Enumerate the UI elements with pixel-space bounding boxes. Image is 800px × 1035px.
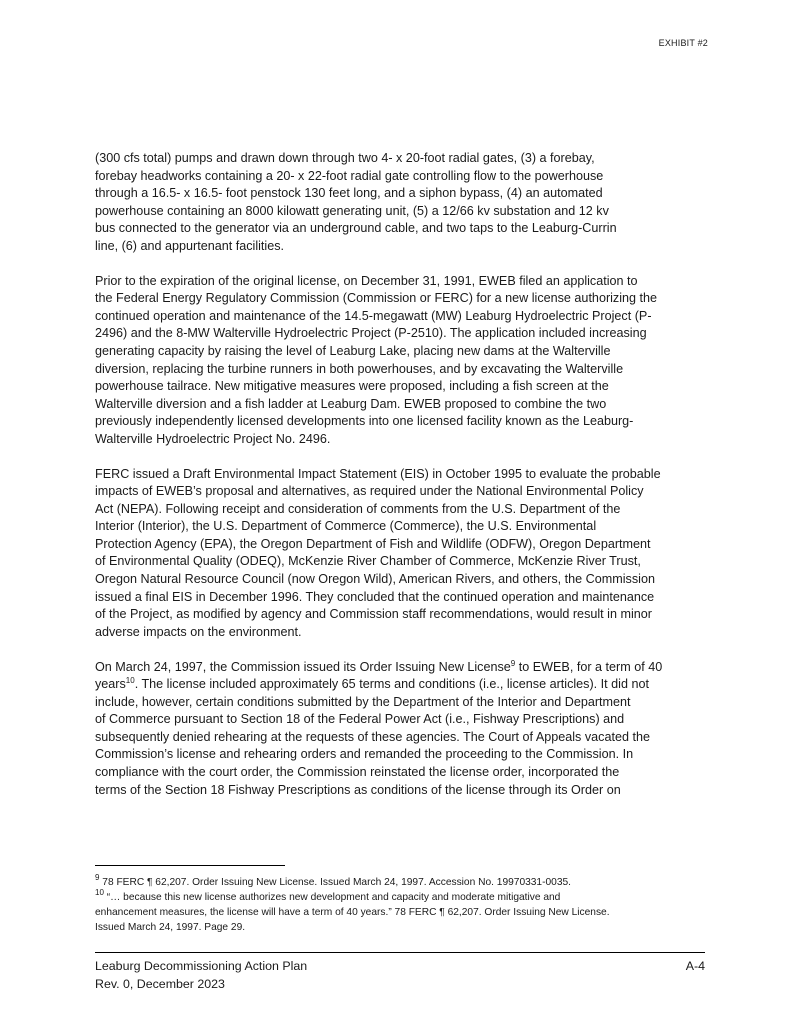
text-line: Oregon Natural Resource Council (now Oregon Wild), American Rivers, and others, the Commission (95, 572, 655, 587)
text-line: FERC issued a Draft Environmental Impact Statement (EIS) in October 1995 to evaluate the probable (95, 466, 661, 481)
document-body (95, 150, 715, 817)
text-line: include, however, certain conditions submitted by the Department of the Interior and Department (95, 694, 631, 709)
text-line: through a 16.5- x 16.5- foot penstock 130 feet long, and a siphon bypass, (4) an automated (95, 186, 603, 201)
text-line: impacts of EWEB’s proposal and alternatives, as required under the National Environmental Policy (95, 484, 644, 499)
text-line: diversion, replacing the turbine runners in both powerhouses, and by excavating the Walterville (95, 361, 624, 376)
text-line: Interior (Interior), the U.S. Department of Commerce (Commerce), the U.S. Environmental (95, 519, 597, 534)
footnote-text: 78 FERC ¶ 62,207. Order Issuing New License. Issued March 24, 1997. Accession No. 19970331-0035. (99, 877, 571, 888)
text-line: of the Project, as modified by agency and Commission staff recommendations, would result in minor (95, 607, 652, 622)
footnote-number: 9 (95, 873, 100, 882)
text-line: adverse impacts on the environment. (95, 624, 302, 639)
footnote-10 (95, 890, 715, 905)
page-number: A-4 (685, 959, 705, 973)
text-line: the Federal Energy Regulatory Commission (Commission or FERC) for a new license authorizing the (95, 291, 658, 306)
footnote-ref-10[interactable]: 10 (125, 676, 135, 686)
footer-title: Leaburg Decommissioning Action Plan (95, 959, 308, 973)
text-line: terms of the Section 18 Fishway Prescriptions as conditions of the license through its Order on (95, 782, 621, 797)
exhibit-label: EXHIBIT #2 (658, 38, 708, 48)
text: to EWEB, for a term of 40 (515, 659, 663, 674)
text-line: issued a final EIS in December 1996. They concluded that the continued operation and maintenance (95, 589, 655, 604)
text: years (95, 677, 126, 692)
footnote-ref-9[interactable]: 9 (510, 658, 516, 668)
text-line (95, 659, 715, 677)
text-line: generating capacity by raising the level of Leaburg Lake, placing new dams at the Walterville (95, 343, 611, 358)
footer-separator (95, 952, 705, 953)
text-line: 2496) and the 8-MW Walterville Hydroelectric Project (P-2510). The application included increasing (95, 326, 647, 341)
text-line: powerhouse tailrace. New mitigative measures were proposed, including a fish screen at the (95, 379, 609, 394)
footnote-text: “… because this new license authorizes new development and capacity and moderate mitigative and (103, 892, 561, 903)
paragraph (95, 466, 715, 641)
footnote-10-cont: Issued March 24, 1997. Page 29. (95, 922, 246, 933)
text-line: powerhouse containing an 8000 kilowatt generating unit, (5) a 12/66 kv substation and 12 kv (95, 203, 609, 218)
text-line: Act (NEPA). Following receipt and consideration of comments from the U.S. Department of the (95, 501, 621, 516)
paragraph (95, 273, 715, 448)
text-line: of Environmental Quality (ODEQ), McKenzie River Chamber of Commerce, McKenzie River Trust, (95, 554, 641, 569)
footnote-separator (95, 865, 285, 866)
footnotes (95, 875, 715, 935)
text-line: Walterville diversion and a fish ladder at Leaburg Dam. EWEB proposed to combine the two (95, 396, 607, 411)
footnote-9 (95, 875, 715, 890)
text: . The license included approximately 65 terms and conditions (i.e., license articles). It did not (134, 677, 649, 692)
footer-revision: Rev. 0, December 2023 (95, 977, 225, 991)
page-footer (95, 957, 705, 993)
text: On March 24, 1997, the Commission issued its Order Issuing New License (95, 659, 511, 674)
footnote-10-cont: enhancement measures, the license will have a term of 40 years.” 78 FERC ¶ 62,207. Order Issuing New License. (95, 907, 610, 918)
text-line (95, 676, 715, 694)
text-line: subsequently denied rehearing at the requests of these agencies. The Court of Appeals vacated the (95, 729, 650, 744)
text-line: (300 cfs total) pumps and drawn down through two 4- x 20-foot radial gates, (3) a forebay, (95, 151, 595, 165)
text-line: compliance with the court order, the Commission reinstated the license order, incorporated the (95, 765, 620, 779)
text-line: line, (6) and appurtenant facilities. (95, 238, 285, 253)
text-line: previously independently licensed developments into one licensed facility known as the Leaburg- (95, 414, 634, 429)
text-line: of Commerce pursuant to Section 18 of the Federal Power Act (i.e., Fishway Prescriptions) and (95, 712, 625, 727)
text-line: bus connected to the generator via an underground cable, and two taps to the Leaburg-Currin (95, 221, 617, 236)
text-line: forebay headworks containing a 20- x 22-foot radial gate controlling flow to the powerhouse (95, 168, 604, 183)
text-line: Prior to the expiration of the original license, on December 31, 1991, EWEB filed an application to (95, 273, 638, 288)
text-line: Protection Agency (EPA), the Oregon Department of Fish and Wildlife (ODFW), Oregon Department (95, 536, 651, 551)
paragraph-license-order (95, 659, 715, 799)
text-line: continued operation and maintenance of the 14.5-megawatt (MW) Leaburg Hydroelectric Project (P- (95, 308, 652, 323)
text-line: Walterville Hydroelectric Project No. 2496. (95, 431, 331, 446)
text-line: Commission’s license and rehearing orders and remanded the proceeding to the Commission. In (95, 747, 634, 762)
footnote-number: 10 (95, 888, 104, 897)
paragraph (95, 150, 715, 255)
